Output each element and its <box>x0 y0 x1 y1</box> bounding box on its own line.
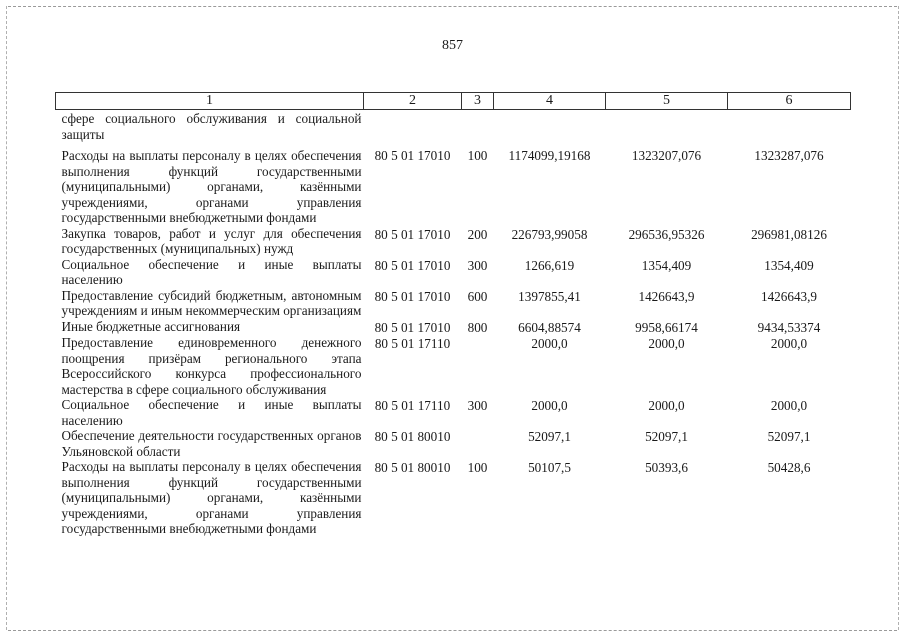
row-value-col4: 2000,0 <box>531 336 568 351</box>
table-row <box>56 319 851 336</box>
row-value-col5: 2000,0 <box>648 336 685 351</box>
row-value-col5: 52097,1 <box>645 429 688 444</box>
row-value-col5: 1354,409 <box>641 257 692 273</box>
row-value-col4: 50107,5 <box>528 460 571 475</box>
table-row <box>56 397 851 428</box>
row-vr <box>462 428 494 459</box>
budget-table <box>55 92 851 537</box>
row-value-col6 <box>728 110 851 143</box>
row-vr <box>462 335 494 397</box>
table-row <box>56 226 851 257</box>
header-col-6: 6 <box>728 93 851 110</box>
header-col-3: 3 <box>462 93 494 110</box>
row-code: 80 5 01 17010 <box>374 257 451 273</box>
row-value-col6: 2000,0 <box>770 398 808 413</box>
row-vr: 800 <box>467 319 488 335</box>
row-vr: 300 <box>467 257 488 273</box>
row-value-col5: 9958,66174 <box>635 319 698 335</box>
row-code: 80 5 01 17110 <box>374 398 451 413</box>
row-name: Социальное обеспечение и иные выплаты населению <box>61 397 362 428</box>
header-col-5: 5 <box>606 93 728 110</box>
row-code: 80 5 01 17010 <box>374 148 451 163</box>
row-name: Социальное обеспечение и иные выплаты населению <box>61 256 362 287</box>
row-value-col6: 9434,53374 <box>757 319 821 335</box>
row-value-col5: 1323207,076 <box>631 148 702 163</box>
row-value-col6: 50428,6 <box>767 460 811 475</box>
header-col-2: 2 <box>364 93 462 110</box>
row-code: 80 5 01 80010 <box>374 460 451 475</box>
row-value-col5: 2000,0 <box>648 398 685 413</box>
row-value-col6: 1323287,076 <box>754 148 824 163</box>
row-code: 80 5 01 17010 <box>374 226 451 242</box>
row-value-col6: 1426643,9 <box>760 288 818 304</box>
row-value-col4 <box>494 110 606 143</box>
scan-border-top <box>8 6 897 7</box>
row-value-col6: 296981,08126 <box>751 226 827 242</box>
row-value-col4: 1266,619 <box>524 257 575 273</box>
row-code: 80 5 01 17010 <box>374 288 451 304</box>
row-value-col5: 296536,95326 <box>628 226 705 242</box>
header-col-1: 1 <box>56 93 364 110</box>
table-header-row <box>56 93 851 110</box>
row-value-col4: 6604,88574 <box>518 319 581 335</box>
row-vr <box>462 110 494 143</box>
table-row <box>56 288 851 319</box>
row-name: Расходы на выплаты персоналу в целях обеспечения выполнения функций государственными (муниципальными) органами, казёнными учреждениями, органами управления государственными внебюджетными фондами <box>61 148 362 225</box>
row-name: Обеспечение деятельности государственных органов Ульяновской области <box>61 428 362 459</box>
row-value-col6: 1354,409 <box>764 257 814 273</box>
row-value-col4: 1174099,19168 <box>508 148 591 163</box>
row-code: 80 5 01 17110 <box>374 336 451 351</box>
scan-border-bottom <box>8 630 897 631</box>
row-vr: 600 <box>467 288 488 304</box>
table-row <box>56 428 851 459</box>
row-value-col5: 50393,6 <box>645 460 688 475</box>
row-name: Расходы на выплаты персоналу в целях обеспечения выполнения функций государственными (муниципальными) органами, казёнными учреждениями, органами управления государственными внебюджетными фондами <box>61 459 362 536</box>
row-vr: 100 <box>467 148 488 163</box>
row-value-col4: 1397855,41 <box>518 288 581 304</box>
row-value-col4: 52097,1 <box>528 429 571 444</box>
scan-border-right <box>898 6 899 630</box>
scan-border-left <box>6 6 7 630</box>
row-value-col4: 2000,0 <box>531 398 568 413</box>
header-col-4: 4 <box>494 93 606 110</box>
row-code: 80 5 01 80010 <box>374 429 451 444</box>
row-value-col4: 226793,99058 <box>511 226 588 242</box>
table-row <box>56 257 851 288</box>
row-code <box>364 110 462 143</box>
table-row <box>56 335 851 397</box>
row-value-col5: 1426643,9 <box>638 288 695 304</box>
table-row <box>56 110 851 143</box>
row-value-col5 <box>606 110 728 143</box>
row-vr: 100 <box>467 460 488 475</box>
page-number: 857 <box>442 38 463 53</box>
table-row <box>56 459 851 537</box>
row-name: Закупка товаров, работ и услуг для обеспечения государственных (муниципальных) нужд <box>61 225 362 256</box>
table-row <box>56 142 851 226</box>
row-name: Предоставление единовременного денежного поощрения призёрам регионального этапа Всероссийского конкурса профессионального мастерства в сфере социального обслуживания <box>61 335 362 397</box>
row-vr: 300 <box>467 398 488 413</box>
row-name: Предоставление субсидий бюджетным, автономным учреждениям и иным некоммерческим организациям <box>61 287 362 318</box>
row-name: сфере социального обслуживания и социальной защиты <box>61 111 362 142</box>
row-name: Иные бюджетные ассигнования <box>61 318 241 334</box>
row-value-col6: 52097,1 <box>767 429 811 444</box>
row-code: 80 5 01 17010 <box>374 319 451 335</box>
row-vr: 200 <box>467 226 488 242</box>
row-value-col6: 2000,0 <box>770 336 808 351</box>
